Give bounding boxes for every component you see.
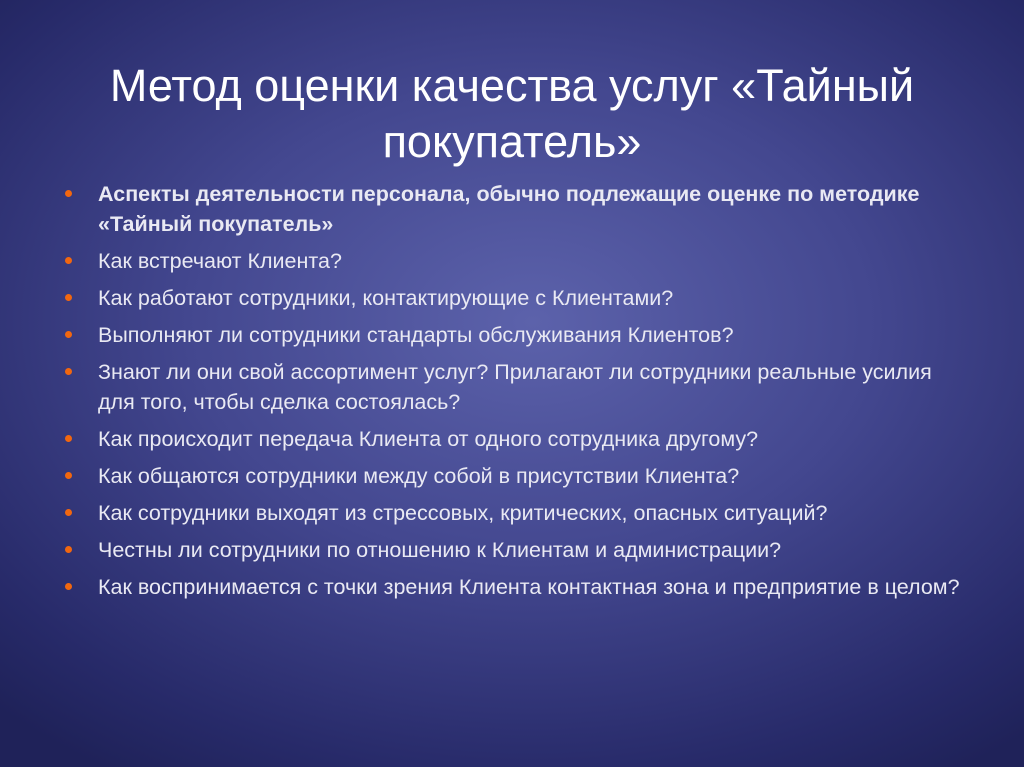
bullet-dot-icon <box>65 190 72 197</box>
bullet-dot-icon <box>65 331 72 338</box>
bullet-item <box>62 179 972 239</box>
bullet-dot-icon <box>65 583 72 590</box>
bullet-dot-icon <box>65 257 72 264</box>
bullet-text: Как работают сотрудники, контактирующие с Клиентами? <box>98 286 674 310</box>
bullet-text: Как воспринимается с точки зрения Клиента контактная зона и предприятие в целом? <box>98 575 960 599</box>
bullet-item <box>62 357 972 417</box>
bullet-item <box>62 424 972 454</box>
bullet-text: Как встречают Клиента? <box>98 249 342 273</box>
bullet-text: Аспекты деятельности персонала, обычно подлежащие оценке по методике «Тайный покупатель» <box>98 182 920 236</box>
bullet-text: Выполняют ли сотрудники стандарты обслуживания Клиентов? <box>98 323 734 347</box>
bullet-text: Честны ли сотрудники по отношению к Клиентам и администрации? <box>98 538 782 562</box>
bullet-dot-icon <box>65 546 72 553</box>
bullet-item <box>62 320 972 350</box>
bullet-dot-icon <box>65 509 72 516</box>
bullet-item <box>62 246 972 276</box>
bullet-text: Как происходит передача Клиента от одного сотрудника другому? <box>98 427 759 451</box>
slide-title: Метод оценки качества услуг «Тайный покупатель» <box>109 60 915 167</box>
bullet-item <box>62 498 972 528</box>
bullet-item <box>62 461 972 491</box>
bullet-dot-icon <box>65 472 72 479</box>
bullet-item <box>62 572 972 602</box>
bullet-dot-icon <box>65 368 72 375</box>
bullet-text: Как сотрудники выходят из стрессовых, критических, опасных ситуаций? <box>98 501 828 525</box>
bullet-dot-icon <box>65 294 72 301</box>
bullet-text: Как общаются сотрудники между собой в присутствии Клиента? <box>98 464 740 488</box>
bullet-text: Знают ли они свой ассортимент услуг? Прилагают ли сотрудники реальные усилия для того, чтобы сделка состоялась? <box>98 360 932 414</box>
bullet-list <box>62 179 972 609</box>
bullet-item <box>62 535 972 565</box>
bullet-item <box>62 283 972 313</box>
bullet-dot-icon <box>65 435 72 442</box>
